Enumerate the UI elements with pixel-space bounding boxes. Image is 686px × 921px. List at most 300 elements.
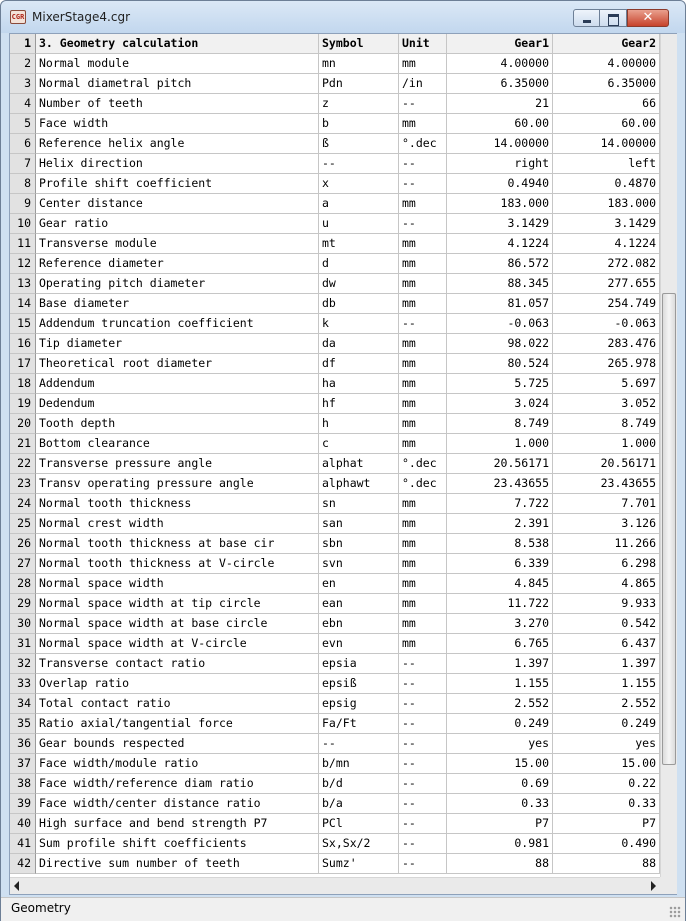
cgr-file-icon[interactable]: CGR bbox=[10, 10, 26, 24]
unit-cell[interactable]: °.dec bbox=[399, 134, 447, 154]
parameter-name-cell[interactable]: Sum profile shift coefficients bbox=[36, 834, 319, 854]
row-number[interactable]: 20 bbox=[10, 414, 36, 434]
gear2-value-cell[interactable]: 265.978 bbox=[553, 354, 660, 374]
gear1-value-cell[interactable]: 0.4940 bbox=[447, 174, 553, 194]
gear2-value-cell[interactable]: 3.126 bbox=[553, 514, 660, 534]
parameter-name-cell[interactable]: Center distance bbox=[36, 194, 319, 214]
row-number[interactable]: 36 bbox=[10, 734, 36, 754]
gear1-value-cell[interactable]: 3.1429 bbox=[447, 214, 553, 234]
gear2-value-cell[interactable]: 0.249 bbox=[553, 714, 660, 734]
gear2-value-cell[interactable]: -0.063 bbox=[553, 314, 660, 334]
row-number[interactable]: 19 bbox=[10, 394, 36, 414]
gear1-value-cell[interactable]: 3.270 bbox=[447, 614, 553, 634]
row-number[interactable]: 21 bbox=[10, 434, 36, 454]
symbol-cell[interactable]: b/d bbox=[319, 774, 399, 794]
table-row[interactable] bbox=[10, 614, 660, 634]
parameter-name-cell[interactable]: Directive sum number of teeth bbox=[36, 854, 319, 874]
unit-cell[interactable]: -- bbox=[399, 94, 447, 114]
unit-cell[interactable]: -- bbox=[399, 854, 447, 874]
gear2-value-cell[interactable]: 0.542 bbox=[553, 614, 660, 634]
symbol-cell[interactable]: u bbox=[319, 214, 399, 234]
row-number[interactable]: 11 bbox=[10, 234, 36, 254]
symbol-cell[interactable]: dw bbox=[319, 274, 399, 294]
unit-cell[interactable]: mm bbox=[399, 114, 447, 134]
symbol-cell[interactable]: mn bbox=[319, 54, 399, 74]
gear1-value-cell[interactable]: 21 bbox=[447, 94, 553, 114]
unit-cell[interactable]: -- bbox=[399, 214, 447, 234]
gear2-value-cell[interactable]: 20.56171 bbox=[553, 454, 660, 474]
symbol-cell[interactable]: alphat bbox=[319, 454, 399, 474]
symbol-cell[interactable]: Sumz' bbox=[319, 854, 399, 874]
minimize-button[interactable] bbox=[573, 9, 600, 27]
parameter-name-cell[interactable]: Addendum truncation coefficient bbox=[36, 314, 319, 334]
gear1-value-cell[interactable]: 4.00000 bbox=[447, 54, 553, 74]
parameter-name-cell[interactable]: Face width/center distance ratio bbox=[36, 794, 319, 814]
gear1-value-cell[interactable]: 88 bbox=[447, 854, 553, 874]
table-row[interactable] bbox=[10, 414, 660, 434]
gear1-value-cell[interactable]: 98.022 bbox=[447, 334, 553, 354]
unit-cell[interactable]: -- bbox=[399, 734, 447, 754]
row-number[interactable]: 14 bbox=[10, 294, 36, 314]
unit-cell[interactable]: mm bbox=[399, 574, 447, 594]
column-header-unit[interactable]: Unit bbox=[399, 34, 447, 54]
unit-cell[interactable]: -- bbox=[399, 794, 447, 814]
parameter-name-cell[interactable]: Normal tooth thickness bbox=[36, 494, 319, 514]
parameter-name-cell[interactable]: Normal crest width bbox=[36, 514, 319, 534]
gear1-value-cell[interactable]: P7 bbox=[447, 814, 553, 834]
parameter-name-cell[interactable]: Tooth depth bbox=[36, 414, 319, 434]
parameter-name-cell[interactable]: Normal space width at base circle bbox=[36, 614, 319, 634]
gear1-value-cell[interactable]: 0.69 bbox=[447, 774, 553, 794]
gear2-value-cell[interactable]: 60.00 bbox=[553, 114, 660, 134]
row-number[interactable]: 33 bbox=[10, 674, 36, 694]
row-number[interactable]: 15 bbox=[10, 314, 36, 334]
symbol-cell[interactable]: en bbox=[319, 574, 399, 594]
table-row[interactable] bbox=[10, 534, 660, 554]
row-number[interactable]: 25 bbox=[10, 514, 36, 534]
parameter-name-cell[interactable]: Overlap ratio bbox=[36, 674, 319, 694]
parameter-name-cell[interactable]: Transverse module bbox=[36, 234, 319, 254]
symbol-cell[interactable]: evn bbox=[319, 634, 399, 654]
gear2-value-cell[interactable]: 11.266 bbox=[553, 534, 660, 554]
gear2-value-cell[interactable]: left bbox=[553, 154, 660, 174]
unit-cell[interactable]: -- bbox=[399, 674, 447, 694]
parameter-name-cell[interactable]: High surface and bend strength P7 bbox=[36, 814, 319, 834]
gear2-value-cell[interactable]: 4.00000 bbox=[553, 54, 660, 74]
table-row[interactable] bbox=[10, 174, 660, 194]
table-row[interactable] bbox=[10, 314, 660, 334]
gear2-value-cell[interactable]: P7 bbox=[553, 814, 660, 834]
symbol-cell[interactable]: b bbox=[319, 114, 399, 134]
unit-cell[interactable]: mm bbox=[399, 554, 447, 574]
table-row[interactable] bbox=[10, 154, 660, 174]
table-row[interactable] bbox=[10, 794, 660, 814]
unit-cell[interactable]: -- bbox=[399, 814, 447, 834]
column-header-symbol[interactable]: Symbol bbox=[319, 34, 399, 54]
row-number[interactable]: 40 bbox=[10, 814, 36, 834]
symbol-cell[interactable]: df bbox=[319, 354, 399, 374]
table-row[interactable] bbox=[10, 634, 660, 654]
table-row[interactable] bbox=[10, 574, 660, 594]
unit-cell[interactable]: mm bbox=[399, 534, 447, 554]
parameter-name-cell[interactable]: Face width/reference diam ratio bbox=[36, 774, 319, 794]
row-number[interactable]: 16 bbox=[10, 334, 36, 354]
gear2-value-cell[interactable]: 8.749 bbox=[553, 414, 660, 434]
unit-cell[interactable]: mm bbox=[399, 254, 447, 274]
unit-cell[interactable]: °.dec bbox=[399, 454, 447, 474]
table-row[interactable] bbox=[10, 454, 660, 474]
row-number[interactable]: 1 bbox=[10, 34, 36, 54]
title-bar[interactable] bbox=[1, 1, 685, 33]
parameter-name-cell[interactable]: Normal space width at tip circle bbox=[36, 594, 319, 614]
unit-cell[interactable]: -- bbox=[399, 314, 447, 334]
parameter-name-cell[interactable]: Theoretical root diameter bbox=[36, 354, 319, 374]
parameter-name-cell[interactable]: Normal tooth thickness at base cir bbox=[36, 534, 319, 554]
gear1-value-cell[interactable]: 2.391 bbox=[447, 514, 553, 534]
unit-cell[interactable]: mm bbox=[399, 354, 447, 374]
unit-cell[interactable]: mm bbox=[399, 514, 447, 534]
table-row[interactable] bbox=[10, 814, 660, 834]
gear1-value-cell[interactable]: 1.155 bbox=[447, 674, 553, 694]
vertical-scroll-thumb[interactable] bbox=[662, 293, 676, 765]
row-number[interactable]: 37 bbox=[10, 754, 36, 774]
gear1-value-cell[interactable]: 60.00 bbox=[447, 114, 553, 134]
parameter-name-cell[interactable]: Normal space width bbox=[36, 574, 319, 594]
table-row[interactable] bbox=[10, 114, 660, 134]
parameter-name-cell[interactable]: Normal tooth thickness at V-circle bbox=[36, 554, 319, 574]
gear1-value-cell[interactable]: 20.56171 bbox=[447, 454, 553, 474]
row-number[interactable]: 9 bbox=[10, 194, 36, 214]
unit-cell[interactable]: °.dec bbox=[399, 474, 447, 494]
table-row[interactable] bbox=[10, 254, 660, 274]
parameter-name-cell[interactable]: Normal diametral pitch bbox=[36, 74, 319, 94]
unit-cell[interactable]: mm bbox=[399, 494, 447, 514]
symbol-cell[interactable]: d bbox=[319, 254, 399, 274]
symbol-cell[interactable]: sbn bbox=[319, 534, 399, 554]
gear2-value-cell[interactable]: 183.000 bbox=[553, 194, 660, 214]
row-number[interactable]: 22 bbox=[10, 454, 36, 474]
unit-cell[interactable]: mm bbox=[399, 294, 447, 314]
symbol-cell[interactable]: c bbox=[319, 434, 399, 454]
symbol-cell[interactable]: ha bbox=[319, 374, 399, 394]
symbol-cell[interactable]: PCl bbox=[319, 814, 399, 834]
parameter-name-cell[interactable]: Transverse pressure angle bbox=[36, 454, 319, 474]
table-row[interactable] bbox=[10, 834, 660, 854]
gear1-value-cell[interactable]: 86.572 bbox=[447, 254, 553, 274]
gear1-value-cell[interactable]: 11.722 bbox=[447, 594, 553, 614]
parameter-name-cell[interactable]: Gear bounds respected bbox=[36, 734, 319, 754]
table-row[interactable] bbox=[10, 714, 660, 734]
table-row[interactable] bbox=[10, 294, 660, 314]
symbol-cell[interactable]: -- bbox=[319, 734, 399, 754]
gear2-value-cell[interactable]: 3.052 bbox=[553, 394, 660, 414]
gear1-value-cell[interactable]: 5.725 bbox=[447, 374, 553, 394]
table-row[interactable] bbox=[10, 374, 660, 394]
table-row[interactable] bbox=[10, 554, 660, 574]
close-button[interactable] bbox=[627, 9, 669, 27]
gear2-value-cell[interactable]: 15.00 bbox=[553, 754, 660, 774]
unit-cell[interactable]: mm bbox=[399, 614, 447, 634]
gear1-value-cell[interactable]: -0.063 bbox=[447, 314, 553, 334]
column-header-gear2[interactable]: Gear2 bbox=[553, 34, 660, 54]
resize-grip-icon[interactable] bbox=[669, 906, 681, 918]
unit-cell[interactable]: -- bbox=[399, 174, 447, 194]
gear2-value-cell[interactable]: 1.155 bbox=[553, 674, 660, 694]
table-row[interactable] bbox=[10, 94, 660, 114]
symbol-cell[interactable]: epsig bbox=[319, 694, 399, 714]
table-row[interactable] bbox=[10, 74, 660, 94]
parameter-name-cell[interactable]: Gear ratio bbox=[36, 214, 319, 234]
gear1-value-cell[interactable]: 6.35000 bbox=[447, 74, 553, 94]
symbol-cell[interactable]: -- bbox=[319, 154, 399, 174]
parameter-name-cell[interactable]: Face width bbox=[36, 114, 319, 134]
parameter-name-cell[interactable]: Transv operating pressure angle bbox=[36, 474, 319, 494]
symbol-cell[interactable]: b/mn bbox=[319, 754, 399, 774]
gear2-value-cell[interactable]: 6.437 bbox=[553, 634, 660, 654]
unit-cell[interactable]: mm bbox=[399, 374, 447, 394]
gear1-value-cell[interactable]: right bbox=[447, 154, 553, 174]
gear1-value-cell[interactable]: 8.538 bbox=[447, 534, 553, 554]
symbol-cell[interactable]: hf bbox=[319, 394, 399, 414]
row-number[interactable]: 30 bbox=[10, 614, 36, 634]
row-number[interactable]: 17 bbox=[10, 354, 36, 374]
parameter-name-cell[interactable]: Tip diameter bbox=[36, 334, 319, 354]
parameter-name-cell[interactable]: Dedendum bbox=[36, 394, 319, 414]
gear1-value-cell[interactable]: 6.339 bbox=[447, 554, 553, 574]
row-number[interactable]: 29 bbox=[10, 594, 36, 614]
gear2-value-cell[interactable]: 6.298 bbox=[553, 554, 660, 574]
unit-cell[interactable]: mm bbox=[399, 634, 447, 654]
row-number[interactable]: 31 bbox=[10, 634, 36, 654]
table-row[interactable] bbox=[10, 354, 660, 374]
table-row[interactable] bbox=[10, 674, 660, 694]
symbol-cell[interactable]: ebn bbox=[319, 614, 399, 634]
symbol-cell[interactable]: z bbox=[319, 94, 399, 114]
parameter-name-cell[interactable]: Reference diameter bbox=[36, 254, 319, 274]
unit-cell[interactable]: mm bbox=[399, 334, 447, 354]
row-number[interactable]: 4 bbox=[10, 94, 36, 114]
gear1-value-cell[interactable]: 88.345 bbox=[447, 274, 553, 294]
symbol-cell[interactable]: ß bbox=[319, 134, 399, 154]
gear2-value-cell[interactable]: 4.1224 bbox=[553, 234, 660, 254]
row-number[interactable]: 41 bbox=[10, 834, 36, 854]
row-number[interactable]: 34 bbox=[10, 694, 36, 714]
column-header-calculation[interactable]: 3. Geometry calculation bbox=[36, 34, 319, 54]
gear2-value-cell[interactable]: 272.082 bbox=[553, 254, 660, 274]
gear1-value-cell[interactable]: 1.397 bbox=[447, 654, 553, 674]
symbol-cell[interactable]: b/a bbox=[319, 794, 399, 814]
table-row[interactable] bbox=[10, 434, 660, 454]
row-number[interactable]: 13 bbox=[10, 274, 36, 294]
scroll-left-arrow-icon[interactable] bbox=[14, 881, 19, 891]
gear2-value-cell[interactable]: 4.865 bbox=[553, 574, 660, 594]
gear1-value-cell[interactable]: 2.552 bbox=[447, 694, 553, 714]
table-row[interactable] bbox=[10, 394, 660, 414]
row-number[interactable]: 24 bbox=[10, 494, 36, 514]
gear2-value-cell[interactable]: 88 bbox=[553, 854, 660, 874]
unit-cell[interactable]: mm bbox=[399, 194, 447, 214]
table-row[interactable] bbox=[10, 214, 660, 234]
row-number[interactable]: 7 bbox=[10, 154, 36, 174]
row-number[interactable]: 12 bbox=[10, 254, 36, 274]
gear1-value-cell[interactable]: 15.00 bbox=[447, 754, 553, 774]
geometry-grid[interactable] bbox=[10, 34, 660, 877]
symbol-cell[interactable]: san bbox=[319, 514, 399, 534]
symbol-cell[interactable]: epsiß bbox=[319, 674, 399, 694]
gear1-value-cell[interactable]: 14.00000 bbox=[447, 134, 553, 154]
gear2-value-cell[interactable]: 0.33 bbox=[553, 794, 660, 814]
gear1-value-cell[interactable]: 0.33 bbox=[447, 794, 553, 814]
unit-cell[interactable]: mm bbox=[399, 414, 447, 434]
unit-cell[interactable]: -- bbox=[399, 654, 447, 674]
gear2-value-cell[interactable]: 66 bbox=[553, 94, 660, 114]
symbol-cell[interactable]: sn bbox=[319, 494, 399, 514]
parameter-name-cell[interactable]: Addendum bbox=[36, 374, 319, 394]
symbol-cell[interactable]: a bbox=[319, 194, 399, 214]
unit-cell[interactable]: -- bbox=[399, 834, 447, 854]
table-row[interactable] bbox=[10, 774, 660, 794]
row-number[interactable]: 5 bbox=[10, 114, 36, 134]
parameter-name-cell[interactable]: Normal module bbox=[36, 54, 319, 74]
gear1-value-cell[interactable]: 1.000 bbox=[447, 434, 553, 454]
unit-cell[interactable]: mm bbox=[399, 434, 447, 454]
gear1-value-cell[interactable]: 0.981 bbox=[447, 834, 553, 854]
parameter-name-cell[interactable]: Reference helix angle bbox=[36, 134, 319, 154]
symbol-cell[interactable]: alphawt bbox=[319, 474, 399, 494]
gear2-value-cell[interactable]: 23.43655 bbox=[553, 474, 660, 494]
table-row[interactable] bbox=[10, 694, 660, 714]
parameter-name-cell[interactable]: Total contact ratio bbox=[36, 694, 319, 714]
row-number[interactable]: 2 bbox=[10, 54, 36, 74]
symbol-cell[interactable]: ean bbox=[319, 594, 399, 614]
gear2-value-cell[interactable]: 254.749 bbox=[553, 294, 660, 314]
unit-cell[interactable]: mm bbox=[399, 594, 447, 614]
symbol-cell[interactable]: Pdn bbox=[319, 74, 399, 94]
gear2-value-cell[interactable]: 1.397 bbox=[553, 654, 660, 674]
table-row[interactable] bbox=[10, 234, 660, 254]
gear2-value-cell[interactable]: 0.4870 bbox=[553, 174, 660, 194]
gear1-value-cell[interactable]: 8.749 bbox=[447, 414, 553, 434]
row-number[interactable]: 23 bbox=[10, 474, 36, 494]
unit-cell[interactable]: mm bbox=[399, 54, 447, 74]
unit-cell[interactable]: mm bbox=[399, 234, 447, 254]
table-row[interactable] bbox=[10, 514, 660, 534]
parameter-name-cell[interactable]: Operating pitch diameter bbox=[36, 274, 319, 294]
parameter-name-cell[interactable]: Face width/module ratio bbox=[36, 754, 319, 774]
row-number[interactable]: 35 bbox=[10, 714, 36, 734]
table-row[interactable] bbox=[10, 654, 660, 674]
parameter-name-cell[interactable]: Helix direction bbox=[36, 154, 319, 174]
gear1-value-cell[interactable]: 183.000 bbox=[447, 194, 553, 214]
row-number[interactable]: 26 bbox=[10, 534, 36, 554]
unit-cell[interactable]: mm bbox=[399, 394, 447, 414]
row-number[interactable]: 8 bbox=[10, 174, 36, 194]
table-row[interactable] bbox=[10, 54, 660, 74]
row-number[interactable]: 6 bbox=[10, 134, 36, 154]
symbol-cell[interactable]: da bbox=[319, 334, 399, 354]
gear2-value-cell[interactable]: 9.933 bbox=[553, 594, 660, 614]
parameter-name-cell[interactable]: Transverse contact ratio bbox=[36, 654, 319, 674]
symbol-cell[interactable]: k bbox=[319, 314, 399, 334]
parameter-name-cell[interactable]: Bottom clearance bbox=[36, 434, 319, 454]
vertical-scrollbar[interactable] bbox=[660, 34, 677, 877]
table-row[interactable] bbox=[10, 194, 660, 214]
gear2-value-cell[interactable]: 5.697 bbox=[553, 374, 660, 394]
unit-cell[interactable]: -- bbox=[399, 754, 447, 774]
gear2-value-cell[interactable]: 6.35000 bbox=[553, 74, 660, 94]
gear2-value-cell[interactable]: 7.701 bbox=[553, 494, 660, 514]
symbol-cell[interactable]: x bbox=[319, 174, 399, 194]
table-row[interactable] bbox=[10, 334, 660, 354]
scroll-right-arrow-icon[interactable] bbox=[651, 881, 656, 891]
row-number[interactable]: 3 bbox=[10, 74, 36, 94]
table-row[interactable] bbox=[10, 494, 660, 514]
row-number[interactable]: 39 bbox=[10, 794, 36, 814]
unit-cell[interactable]: -- bbox=[399, 694, 447, 714]
table-row[interactable] bbox=[10, 754, 660, 774]
gear2-value-cell[interactable]: 0.22 bbox=[553, 774, 660, 794]
parameter-name-cell[interactable]: Normal space width at V-circle bbox=[36, 634, 319, 654]
horizontal-scrollbar[interactable] bbox=[10, 877, 660, 894]
column-header-gear1[interactable]: Gear1 bbox=[447, 34, 553, 54]
table-row[interactable] bbox=[10, 134, 660, 154]
gear2-value-cell[interactable]: 1.000 bbox=[553, 434, 660, 454]
gear2-value-cell[interactable]: 277.655 bbox=[553, 274, 660, 294]
gear2-value-cell[interactable]: 0.490 bbox=[553, 834, 660, 854]
gear1-value-cell[interactable]: yes bbox=[447, 734, 553, 754]
symbol-cell[interactable]: epsia bbox=[319, 654, 399, 674]
gear2-value-cell[interactable]: 283.476 bbox=[553, 334, 660, 354]
gear1-value-cell[interactable]: 3.024 bbox=[447, 394, 553, 414]
row-number[interactable]: 27 bbox=[10, 554, 36, 574]
row-number[interactable]: 38 bbox=[10, 774, 36, 794]
gear1-value-cell[interactable]: 0.249 bbox=[447, 714, 553, 734]
symbol-cell[interactable]: Sx,Sx/2 bbox=[319, 834, 399, 854]
gear1-value-cell[interactable]: 23.43655 bbox=[447, 474, 553, 494]
gear1-value-cell[interactable]: 7.722 bbox=[447, 494, 553, 514]
parameter-name-cell[interactable]: Number of teeth bbox=[36, 94, 319, 114]
symbol-cell[interactable]: db bbox=[319, 294, 399, 314]
parameter-name-cell[interactable]: Base diameter bbox=[36, 294, 319, 314]
row-number[interactable]: 18 bbox=[10, 374, 36, 394]
symbol-cell[interactable]: svn bbox=[319, 554, 399, 574]
symbol-cell[interactable]: Fa/Ft bbox=[319, 714, 399, 734]
row-number[interactable]: 10 bbox=[10, 214, 36, 234]
gear1-value-cell[interactable]: 81.057 bbox=[447, 294, 553, 314]
symbol-cell[interactable]: h bbox=[319, 414, 399, 434]
table-row[interactable] bbox=[10, 854, 660, 874]
table-row[interactable] bbox=[10, 274, 660, 294]
parameter-name-cell[interactable]: Ratio axial/tangential force bbox=[36, 714, 319, 734]
gear2-value-cell[interactable]: yes bbox=[553, 734, 660, 754]
table-row[interactable] bbox=[10, 474, 660, 494]
gear1-value-cell[interactable]: 6.765 bbox=[447, 634, 553, 654]
unit-cell[interactable]: -- bbox=[399, 714, 447, 734]
parameter-name-cell[interactable]: Profile shift coefficient bbox=[36, 174, 319, 194]
row-number[interactable]: 28 bbox=[10, 574, 36, 594]
unit-cell[interactable]: -- bbox=[399, 154, 447, 174]
gear1-value-cell[interactable]: 4.845 bbox=[447, 574, 553, 594]
symbol-cell[interactable]: mt bbox=[319, 234, 399, 254]
unit-cell[interactable]: -- bbox=[399, 774, 447, 794]
gear2-value-cell[interactable]: 3.1429 bbox=[553, 214, 660, 234]
table-row[interactable] bbox=[10, 594, 660, 614]
gear1-value-cell[interactable]: 80.524 bbox=[447, 354, 553, 374]
maximize-button[interactable] bbox=[600, 9, 627, 27]
row-number[interactable]: 32 bbox=[10, 654, 36, 674]
unit-cell[interactable]: /in bbox=[399, 74, 447, 94]
row-number[interactable]: 42 bbox=[10, 854, 36, 874]
